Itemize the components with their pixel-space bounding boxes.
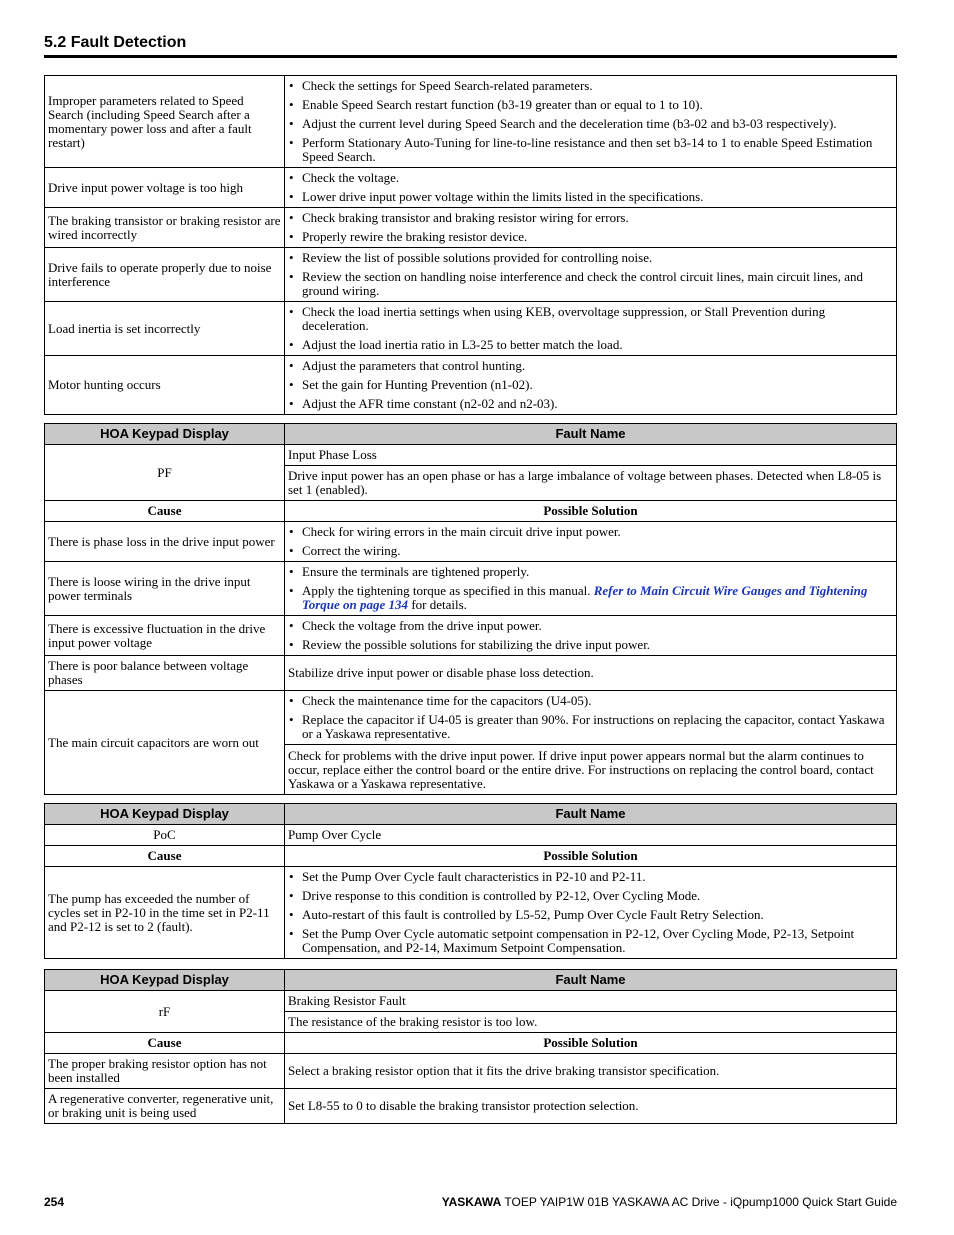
page-header <box>44 34 897 58</box>
solution-item: • Review the list of possible solutions provided for controlling noise. <box>288 251 893 265</box>
fault-table-pf <box>44 423 897 795</box>
fault-name-header: Fault Name <box>285 424 897 445</box>
table-row <box>45 991 897 1012</box>
fault-name: Pump Over Cycle <box>285 825 897 846</box>
solution-cell: Stabilize drive input power or disable phase loss detection. <box>285 656 897 691</box>
hoa-keypad-display-header: HOA Keypad Display <box>45 804 285 825</box>
fault-name: Input Phase Loss <box>285 445 897 466</box>
solution-cell: Select a braking resistor option that it fits the drive braking transistor specification. <box>285 1054 897 1089</box>
solution-cell <box>285 168 897 208</box>
table-subheader-row <box>45 846 897 867</box>
cause-header: Cause <box>45 501 285 522</box>
solution-item: • Set the gain for Hunting Prevention (n1-02). <box>288 378 893 392</box>
table-subheader-row <box>45 501 897 522</box>
table-row <box>45 867 897 959</box>
solution-cell <box>285 616 897 656</box>
section-title: 5.2 Fault Detection <box>44 34 187 51</box>
solution-item: • Set the Pump Over Cycle automatic setpoint compensation in P2-12, Over Cycling Mode, P2-13, Setpoint Compensation, and P2-14, Maximum Setpoint Compensation. <box>288 927 893 955</box>
solution-cell <box>285 248 897 302</box>
solution-item: • Perform Stationary Auto-Tuning for line-to-line resistance and then set b3-14 to 1 to enable Speed Estimation Speed Search. <box>288 136 893 164</box>
solution-item: • Auto-restart of this fault is controlled by L5-52, Pump Over Cycle Fault Retry Selection. <box>288 908 893 922</box>
fault-code: PF <box>45 445 285 501</box>
main-circuit-wire-gauges-link[interactable]: Refer to Main Circuit Wire Gauges and Tightening Torque on page 134 <box>302 583 868 612</box>
solution-item: • Enable Speed Search restart function (b3-19 greater than or equal to 1 to 10). <box>288 98 893 112</box>
cause-cell: Drive fails to operate properly due to noise interference <box>45 248 285 302</box>
brand-name: YASKAWA <box>441 1195 502 1209</box>
solution-item: • Adjust the current level during Speed Search and the deceleration time (b3-02 and b3-03 respectively). <box>288 117 893 131</box>
cause-cell: A regenerative converter, regenerative unit, or braking unit is being used <box>45 1089 285 1124</box>
table-row <box>45 76 897 168</box>
possible-solution-header: Possible Solution <box>285 501 897 522</box>
solution-text: Apply the tightening torque as specified in this manual. <box>302 583 594 598</box>
solution-item <box>288 584 893 612</box>
solution-item: • Correct the wiring. <box>288 544 893 558</box>
solution-item: • Adjust the load inertia ratio in L3-25 to better match the load. <box>288 338 893 352</box>
fault-description: The resistance of the braking resistor is too low. <box>285 1012 897 1033</box>
solution-item: • Check the maintenance time for the capacitors (U4-05). <box>288 694 893 708</box>
solution-item: • Adjust the AFR time constant (n2-02 and n2-03). <box>288 397 893 411</box>
cause-cell: The pump has exceeded the number of cycles set in P2-10 in the time set in P2-11 and P2-12 is set to 2 (fault). <box>45 867 285 959</box>
solution-item: • Review the section on handling noise interference and check the control circuit lines, main circuit lines, and ground wiring. <box>288 270 893 298</box>
fault-table-rf <box>44 969 897 1124</box>
solution-item: • Replace the capacitor if U4-05 is greater than 90%. For instructions on replacing the capacitor, contact Yaskawa or a Yaskawa representative. <box>288 713 893 741</box>
cause-cell: Load inertia is set incorrectly <box>45 302 285 356</box>
solution-cell <box>285 76 897 168</box>
fault-code: rF <box>45 991 285 1033</box>
solution-item: • Check the load inertia settings when using KEB, overvoltage suppression, or Stall Prevention during deceleration. <box>288 305 893 333</box>
table-row <box>45 168 897 208</box>
page-number: 254 <box>44 1195 65 1209</box>
table-row <box>45 248 897 302</box>
fault-table-continued <box>44 75 897 415</box>
solution-item: • Set the Pump Over Cycle fault characteristics in P2-10 and P2-11. <box>288 870 893 884</box>
solution-item: • Lower drive input power voltage within the limits listed in the specifications. <box>288 190 893 204</box>
cause-cell: There is phase loss in the drive input power <box>45 522 285 562</box>
table-row <box>45 656 897 691</box>
fault-name-header: Fault Name <box>285 970 897 991</box>
cause-cell: There is poor balance between voltage phases <box>45 656 285 691</box>
table-row <box>45 208 897 248</box>
table-row <box>45 356 897 415</box>
solution-cell <box>285 302 897 356</box>
document-name: TOEP YAIP1W 01B YASKAWA AC Drive - iQpump1000 Quick Start Guide <box>501 1195 897 1209</box>
possible-solution-header: Possible Solution <box>285 846 897 867</box>
table-row <box>45 1054 897 1089</box>
table-row <box>45 616 897 656</box>
table-row <box>45 1089 897 1124</box>
solution-item: • Check braking transistor and braking resistor wiring for errors. <box>288 211 893 225</box>
table-subheader-row <box>45 1033 897 1054</box>
fault-code: PoC <box>45 825 285 846</box>
footer-document-title <box>442 1195 897 1209</box>
solution-item: • Check the voltage from the drive input power. <box>288 619 893 633</box>
hoa-keypad-display-header: HOA Keypad Display <box>45 970 285 991</box>
table-header-row <box>45 424 897 445</box>
fault-description: Drive input power has an open phase or has a large imbalance of voltage between phases. Detected when L8-05 is set 1 (enabled). <box>285 466 897 501</box>
table-header-row <box>45 970 897 991</box>
solution-item: • Check the settings for Speed Search-related parameters. <box>288 79 893 93</box>
solution-item: • Check for wiring errors in the main circuit drive input power. <box>288 525 893 539</box>
solution-item: • Adjust the parameters that control hunting. <box>288 359 893 373</box>
possible-solution-header: Possible Solution <box>285 1033 897 1054</box>
fault-table-poc <box>44 803 897 959</box>
cause-cell: The proper braking resistor option has not been installed <box>45 1054 285 1089</box>
cause-cell: Motor hunting occurs <box>45 356 285 415</box>
cause-cell: Improper parameters related to Speed Search (including Speed Search after a momentary power loss and after a fault restart) <box>45 76 285 168</box>
cause-header: Cause <box>45 846 285 867</box>
table-header-row <box>45 804 897 825</box>
cause-cell: The main circuit capacitors are worn out <box>45 691 285 795</box>
cause-header: Cause <box>45 1033 285 1054</box>
table-row <box>45 445 897 466</box>
table-row <box>45 522 897 562</box>
table-row <box>45 302 897 356</box>
cause-cell: There is loose wiring in the drive input power terminals <box>45 562 285 616</box>
cause-cell: Drive input power voltage is too high <box>45 168 285 208</box>
page-footer <box>44 1192 897 1212</box>
solution-item: • Review the possible solutions for stabilizing the drive input power. <box>288 638 893 652</box>
fault-name-header: Fault Name <box>285 804 897 825</box>
solution-item: • Check the voltage. <box>288 171 893 185</box>
solution-cell <box>285 522 897 562</box>
solution-cell: Check for problems with the drive input power. If drive input power appears normal but the alarm continues to occur, replace either the control board or the entire drive. For instructions on replacing the control board, contact Yaskawa or a Yaskawa representative. <box>285 745 897 795</box>
solution-cell <box>285 208 897 248</box>
solution-item: • Ensure the terminals are tightened properly. <box>288 565 893 579</box>
solution-cell <box>285 691 897 745</box>
hoa-keypad-display-header: HOA Keypad Display <box>45 424 285 445</box>
solution-cell <box>285 867 897 959</box>
cause-cell: The braking transistor or braking resistor are wired incorrectly <box>45 208 285 248</box>
solution-cell <box>285 562 897 616</box>
table-row <box>45 562 897 616</box>
table-row <box>45 691 897 745</box>
fault-name: Braking Resistor Fault <box>285 991 897 1012</box>
cause-cell: There is excessive fluctuation in the drive input power voltage <box>45 616 285 656</box>
table-row <box>45 825 897 846</box>
solution-item: • Drive response to this condition is controlled by P2-12, Over Cycling Mode. <box>288 889 893 903</box>
solution-cell <box>285 356 897 415</box>
solution-item: • Properly rewire the braking resistor device. <box>288 230 893 244</box>
solution-text: for details. <box>408 597 467 612</box>
solution-cell: Set L8-55 to 0 to disable the braking transistor protection selection. <box>285 1089 897 1124</box>
